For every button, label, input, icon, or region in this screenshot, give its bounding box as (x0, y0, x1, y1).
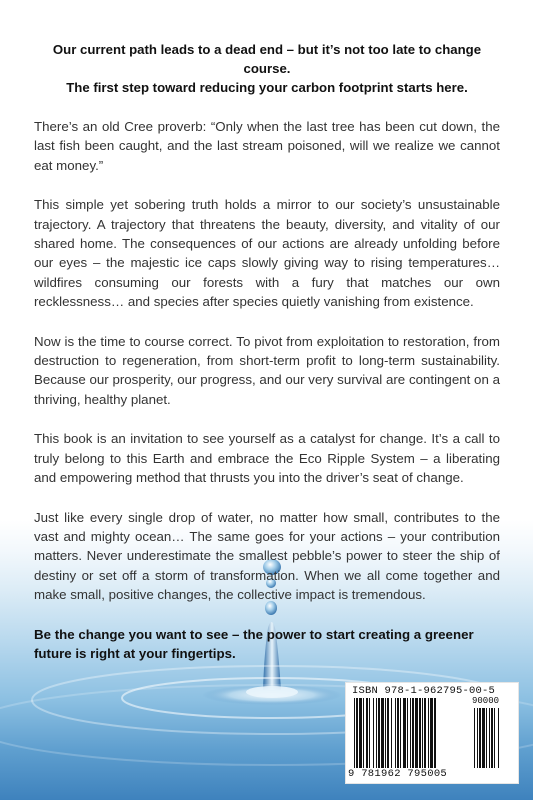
barcode-bar (359, 698, 362, 768)
barcode-bar (387, 698, 389, 768)
intro-headline (34, 40, 500, 97)
paragraph-invitation: This book is an invitation to see yourself as a catalyst for change. It’s a call to truly belong to this Earth and embrace the Eco Ripple System – a liberating and empowering method that thrusts you into the driver’s seat of change. (34, 431, 500, 486)
intro-line-2: The first step toward reducing your carbon footprint starts here. (66, 80, 468, 95)
barcode-bar (376, 698, 377, 768)
barcode-bar (415, 698, 418, 768)
barcode-addon-bar (479, 708, 481, 768)
barcode-bar (403, 698, 406, 768)
barcode-addon-bar (477, 708, 478, 768)
back-cover-text (34, 40, 500, 663)
paragraph-cree-proverb: There’s an old Cree proverb: “Only when the last tree has been cut down, the last fish been caught, and the last stream poisoned, will we realize we cannot eat money.” (34, 119, 500, 173)
barcode-bar (407, 698, 408, 768)
barcode-bar (397, 698, 399, 768)
barcode-bar (369, 698, 370, 768)
ean-digits: 9 781962 795005 (348, 768, 448, 780)
intro-line-1: Our current path leads to a dead end – but it’s not too late to change course. (52, 42, 482, 76)
barcode-bar (385, 698, 386, 768)
paragraph-drop-of-water: Just like every single drop of water, no matter how small, contributes to the vast and mighty ocean… The same goes for your actions – your contribution matters. Never underestimate the smallest pebble’s power to steer the ship of destiny or set off a storm of transformation. When we all come together and make small, positive changes, the collective impact is tremendous. (34, 509, 500, 603)
barcode-bar (363, 698, 364, 768)
barcode-bar (410, 698, 411, 768)
closing-statement: Be the change you want to see – the power to start creating a greener future is right at your fingertips. (34, 626, 474, 661)
barcode-bar (354, 698, 355, 768)
splash-crown (246, 686, 298, 698)
paragraph-sobering-truth: This simple yet sobering truth holds a mirror to our society’s unsustainable trajectory. A trajectory that threatens the beauty, diversity, and vitality of our shared home. The consequences of our actions are already unfolding before our eyes – the majestic ice caps slowly giving way to rising temperatures… wildfires consuming our forests with a fury that matches our own recklessness… and species after species quietly vanishing from existence. (34, 197, 500, 310)
barcode-addon-bar (486, 708, 487, 768)
barcode-bar (366, 698, 368, 768)
barcode-bar (434, 698, 436, 768)
barcode-bar (412, 698, 414, 768)
barcode-bar (356, 698, 358, 768)
barcode-addon-bar (489, 708, 490, 768)
barcode-bar (395, 698, 396, 768)
isbn-barcode (345, 682, 519, 784)
barcode-bar (373, 698, 374, 768)
paragraph-course-correct: Now is the time to course correct. To pivot from exploitation to restoration, from destruction to regeneration, from short-term profit to long-term sustainability. Because our prosperity, our progress, and our very survival are contingent on a thriving, healthy planet. (34, 333, 500, 407)
barcode-bar (391, 698, 392, 768)
barcode-bar (428, 698, 429, 768)
barcode-bar (400, 698, 401, 768)
barcode-bar (424, 698, 426, 768)
barcode-bar (378, 698, 380, 768)
barcode-addon-bar (474, 708, 475, 768)
barcode-bars (354, 698, 510, 768)
barcode-bar (419, 698, 421, 768)
barcode-bar (430, 698, 433, 768)
barcode-bar (381, 698, 384, 768)
barcode-bar (422, 698, 423, 768)
barcode-addon-bar (494, 708, 495, 768)
barcode-addon-bar (498, 708, 499, 768)
barcode-addon-bar (482, 708, 485, 768)
barcode-addon-digits: 90000 (472, 696, 500, 706)
isbn-label: ISBN 978-1-962795-00-5 (352, 685, 496, 697)
barcode-addon-bar (491, 708, 493, 768)
